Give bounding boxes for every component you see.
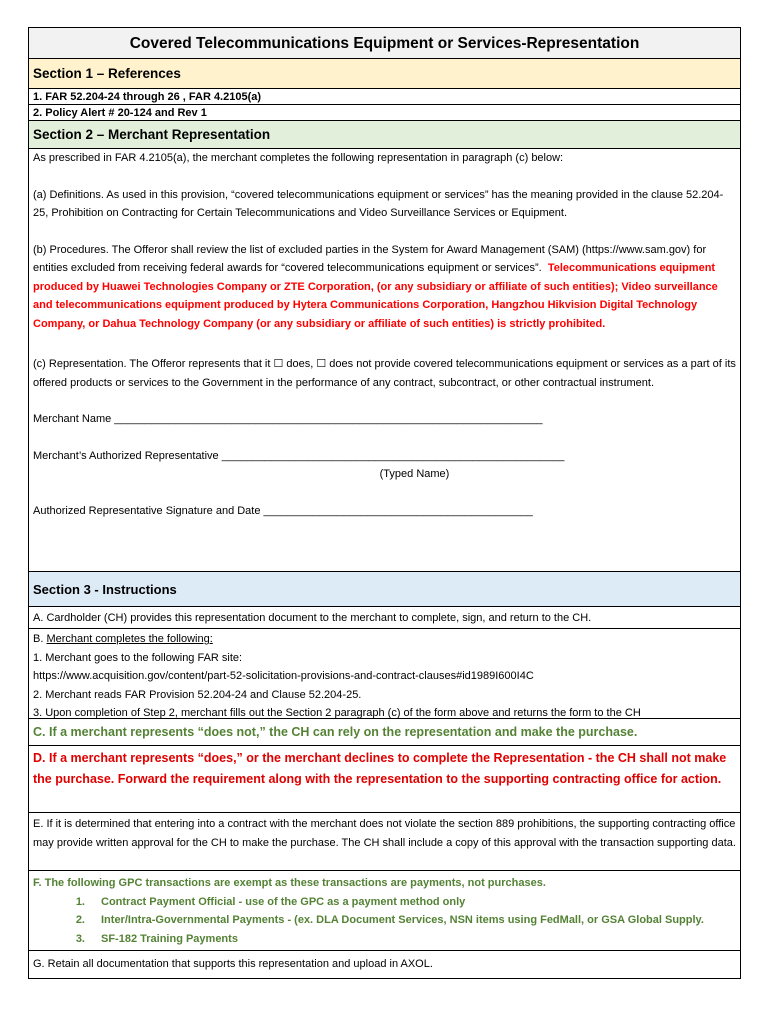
intro-text: As prescribed in FAR 4.2105(a), the merchant completes the following representation in paragraph (c) below: [33,152,564,164]
instruction-e: E. If it is determined that entering into a contract with the merchant does not violate the section 889 prohibitions, the supporting contracting office may provide written approval for the CH to make the purchase. The CH shall include a copy of this approval with the transaction supporting data. [29,813,740,871]
representation-paragraph: (c) Representation. The Offeror represents that it ☐ does, ☐ does not provide covered telecommunications equipment or services as a part of its offered products or services to the Government in the performance of any contract, subcontract, or other contractual instrument. [33,358,736,389]
instruction-b-step-1: 1. Merchant goes to the following FAR site: [33,651,243,664]
instruction-g: G. Retain all documentation that supports this representation and upload in AXOL. [33,958,433,970]
instruction-b-heading: B. Merchant completes the following: [33,633,213,645]
instruction-d: D. If a merchant represents “does,” or the merchant declines to complete the Representation - the CH shall not make the purchase. Forward the requirement along with the representation to the supporting contracting office for action. [29,746,740,813]
instruction-a: A. Cardholder (CH) provides this representation document to the merchant to complete, sign, and return to the CH. [29,607,740,629]
instruction-c: C. If a merchant represents “does not,” the CH can rely on the representation and make the purchase. [29,719,740,746]
definitions-paragraph: (a) Definitions. As used in this provision, “covered telecommunications equipment or services” has the meaning provided in the clause 52.204-25, Prohibition on Contracting for Certain Telecommunications and Video Surveillance Services or Equipment. [33,188,724,219]
instruction-b-step-3: 3. Upon completion of Step 2, merchant fills out the Section 2 paragraph (c) of the form above and returns the form to the CH [33,707,641,719]
exempt-item-2: 2. Inter/Intra-Governmental Payments - (ex. DLA Document Services, NSN items using FedMall, or GSA Global Supply. [75,914,704,926]
instruction-f [29,871,740,951]
merchant-name-field[interactable]: Merchant Name ______________________________________________________________________ [33,413,543,425]
section-2-heading: Section 2 – Merchant Representation [29,121,740,149]
form-title: Covered Telecommunications Equipment or Services-Representation [29,28,740,59]
procedures-text: (b) Procedures. The Offeror shall review the list of excluded parties in the System for Award Management (SAM) (https://www.sam.gov) for entities excluded from receiving federal awards for “covered telecommunications equipment or services”. [33,243,707,274]
far-site-url: https://www.acquisition.gov/content/part-52-solicitation-provisions-and-contract-clauses#id1989I600I4C [33,670,534,682]
exempt-item-3: 3. SF-182 Training Payments [75,932,238,945]
instruction-b [29,629,740,719]
reference-2: 2. Policy Alert # 20-124 and Rev 1 [29,105,740,121]
section-1-heading: Section 1 – References [29,59,740,89]
section-2-body [29,149,740,572]
instruction-b-step-2: 2. Merchant reads FAR Provision 52.204-24 and Clause 52.204-25. [33,688,362,701]
prohibited-entities-text: Telecommunications equipment produced by Huawei Technologies Company or ZTE Corporation, (or any subsidiary or affiliate of such entities); Video surveillance and telecommunications equipment produced by Hytera Communications Corporation, Hangzhou Hikvision Digital Technology Company, or Dahua Technology Company (or any subsidiary or affiliate of such entities) is strictly prohibited. [33,262,718,330]
section-3-heading: Section 3 - Instructions [29,572,740,607]
procedures-paragraph [33,241,736,334]
signature-date-field[interactable]: Authorized Representative Signature and Date ____________________________________________ [33,504,533,517]
authorized-representative-field[interactable]: Merchant’s Authorized Representative ________________________________________________________ [33,449,565,462]
representation-form [28,27,741,979]
typed-name-caption: (Typed Name) [379,468,450,480]
instruction-f-heading: F. The following GPC transactions are exempt as these transactions are payments, not purchases. [33,877,546,889]
exempt-item-1: 1. Contract Payment Official - use of the GPC as a payment method only [75,895,466,908]
reference-1: 1. FAR 52.204-24 through 26 , FAR 4.2105(a) [29,89,740,105]
